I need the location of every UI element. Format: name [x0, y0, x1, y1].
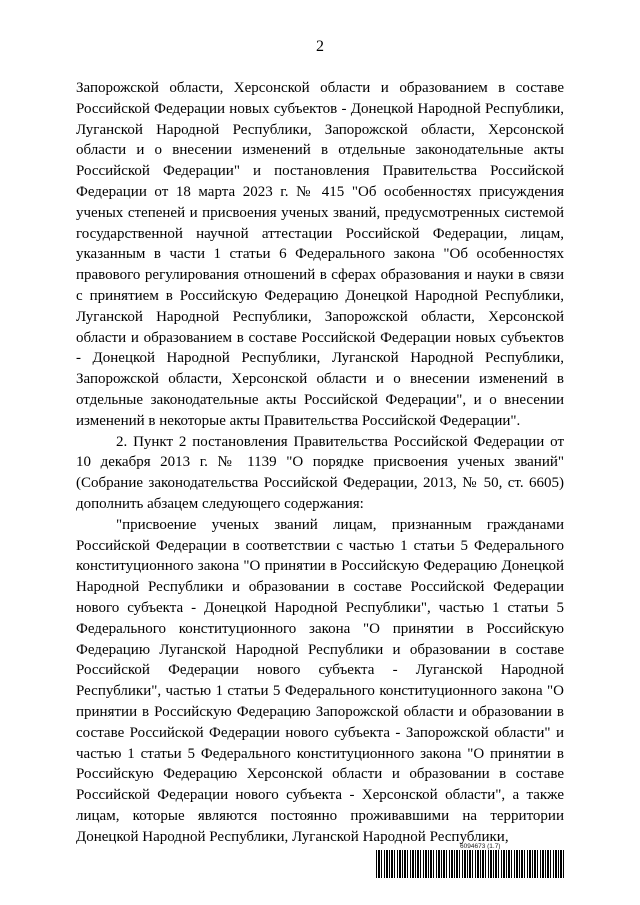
paragraph-continuation: Запорожской области, Херсонской области и образованием в составе Российской Федерации новых субъектов - Донецкой Народной Республики, Луганской Народной Республики, Запорожской области, Херсонской области и о внесении изменений в отдельные законодательные акты Российской Федерации" и постановления Правительства Российской Федерации от 18 марта 2023 г. № 415 "Об особенностях присуждения ученых степеней и присвоения ученых званий, предусмотренных системой государственной научной аттестации Российской Федерации, лицам, указанным в части 1 статьи 6 Федерального закона "Об особенностях правового регулирования отношений в сферах образования и науки в связи с принятием в Российскую Федерацию Донецкой Народной Республики, Луганской Народной Республики, Запорожской области, Херсонской области и образованием в составе Российской Федерации новых субъектов - Донецкой Народной Республики, Луганской Народной Республики, Запорожской области, Херсонской области и о внесении изменений в отдельные законодательные акты Российской Федерации", и о внесении изменений в некоторые акты Правительства Российской Федерации". [76, 80, 564, 429]
document-body [76, 78, 564, 847]
document-code: 6094673 (1.7) [460, 843, 501, 850]
paragraph-quoted-amendment: "присвоение ученых званий лицам, признанным гражданами Российской Федерации в соответствии с частью 1 статьи 5 Федерального конституционного закона "О принятии в Российскую Федерацию Донецкой Народной Республики и образовании в составе Российской Федерации нового субъекта - Донецкой Народной Республики", частью 1 статьи 5 Федерального конституционного закона "О принятии в Российскую Федерацию Луганской Народной Республики и образовании в составе Российской Федерации нового субъекта - Луганской Народной Республики", частью 1 статьи 5 Федерального конституционного закона "О принятии в Российскую Федерацию Запорожской области и образовании в составе Российской Федерации нового субъекта - Запорожской области" и частью 1 статьи 5 Федерального конституционного закона "О принятии в Российскую Федерацию Херсонской области и образовании в составе Российской Федерации нового субъекта - Херсонской области", а также лицам, которые являются постоянно проживавшими на территории Донецкой Народной Республики, Луганской Народной Республики, [76, 516, 564, 845]
page-number: 2 [316, 38, 324, 55]
paragraph-point-2: 2. Пункт 2 постановления Правительства Российской Федерации от 10 декабря 2013 г. № 1139 "О порядке присвоения ученых званий" (Собрание законодательства Российской Федерации, 2013, № 50, ст. 6605) дополнить абзацем следующего содержания: [76, 433, 564, 512]
barcode [376, 850, 566, 878]
